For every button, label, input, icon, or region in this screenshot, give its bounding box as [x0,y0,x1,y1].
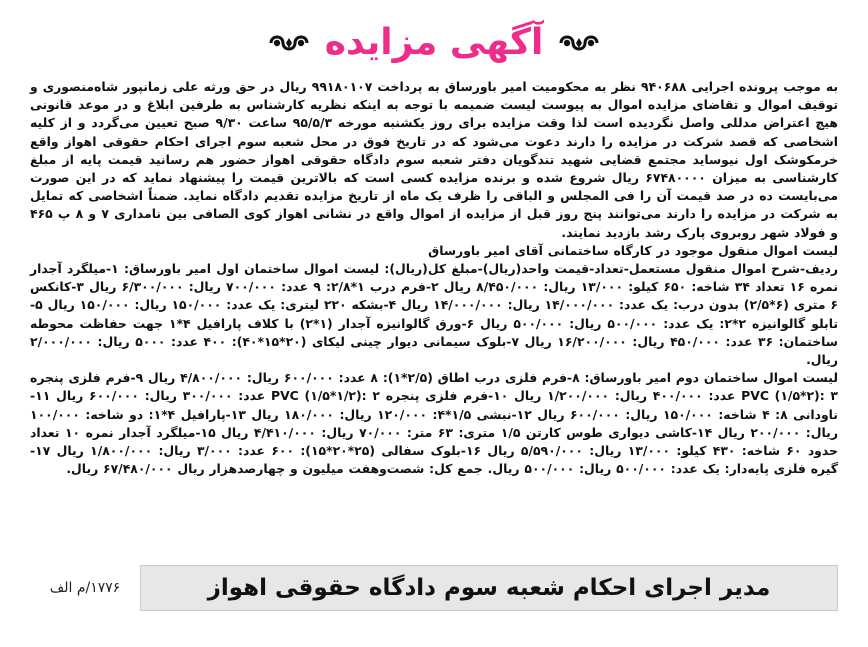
notice-paragraph-list-heading: لیست اموال منقول موجود در کارگاه ساختمانی آقای امیر باورساق [428,242,838,258]
signature-box [140,565,838,611]
notice-body [30,78,838,478]
notice-footer [30,565,838,611]
signature-text: مدیر اجرای احکام شعبه سوم دادگاه حقوقی اهواز [207,575,771,601]
notice-paragraph-building-one: ردیف-شرح اموال منقول مستعمل-تعداد-قیمت واحد(ریال)-مبلغ کل(ریال): لیست اموال ساختمان اول امیر باورساق: ۱-میلگرد آجدار نمره ۱۶ تعداد ۳۴ شاخه: ۶۵۰ کیلو: ۱۳/۰۰۰ ریال: ۸/۴۵۰/۰۰۰ ریال ۲-فرم درب ۱*۲/۸: ۹ عدد: ۷۰۰/۰۰۰ ریال: ۶/۳۰۰/۰۰۰ ریال ۳-کانکس ۶ متری (۶*۲/۵) بدون درب: یک عدد: ۱۴/۰۰۰/۰۰۰ ریال: ۱۴/۰۰۰/۰۰۰ ریال ۴-بشکه ۲۲۰ لیتری: یک عدد: ۱۵۰/۰۰۰ ریال: ۱۵۰/۰۰۰ ریال ۵-تابلو گالوانیزه ۲*۲: یک عدد: ۵۰۰/۰۰۰ ریال: ۵۰۰/۰۰۰ ریال ۶-ورق گالوانیزه آجدار (۱*۲) با کلاف پارافیل ۴*۱ جهت حفاظت محوطه ساختمان: ۳۶ عدد: ۴۵۰/۰۰۰ ریال: ۱۶/۲۰۰/۰۰۰ ریال ۷-بلوک سیمانی دیوار چینی لیکای (۲۰*۱۵*۴۰): ۴۰۰ عدد: ۵۰۰۰ ریال: ۲/۰۰۰/۰۰۰ ریال. [30,261,839,368]
notice-title: آگهی مزایده [324,22,544,63]
notice-paragraph-intro: به موجب پرونده اجرایی ۹۴۰۶۸۸ نظر به محکومیت امیر باورساق به پرداخت ۹۹۱۸۰۱۰۷ ریال در حق ورثه علی زمانپور شاه‌منصوری و توقیف اموال و تقاضای مزایده اموال به پیوست لیست ضمیمه با توجه به اینکه نظریه کارشناس به طرفین ابلاغ و در موعد قانونی هیچ اعتراض مدللی واصل نگردیده است لذا وقت مزایده برای روز یکشنبه مورخه ۹۵/۵/۳ ساعت ۹/۳۰ صبح تعیین می‌گردد و از کلیه اشخاصی که قصد شرکت در مزایده را دارند دعوت می‌شود که در تاریخ فوق در محل شعبه سوم اجرای احکام حقوقی اهواز واقع خرمکوشک اول نیوساید مجتمع قضایی شهید تندگویان دفتر شعبه سوم دادگاه حقوقی اهواز حضور هم رسانید قیمت پایه از مبلغ کارشناسی به میزان ۶۷۴۸۰۰۰۰ ریال شروع شده و برنده مزایده کسی است که بالاترین قیمت را پیشنهاد نماید که در این صورت می‌بایست ده در صد قیمت آن را فی المجلس و الباقی را ظرف یک ماه از تاریخ مزایده تقدیم دادگاه نماید. ضمناً اشخاصی که تمایل به شرکت در مزایده را دارند می‌توانند پنج روز قبل از مزایده از اموال واقع در نشانی اهواز کوی الصافی بین نامداری ۷ و ۸ پ ۴۶۵ و فولاد شهر روبروی پارک رشد بازدید نمایند. [30,79,839,240]
ornament-icon [267,30,311,56]
notice-header [30,8,838,78]
reference-code: ۱۷۷۶/م الف [49,580,121,596]
ornament-icon [557,30,601,56]
notice-paragraph-building-two: لیست اموال ساختمان دوم امیر باورساق: ۸-فرم فلزی درب اطاق (۲/۵*۱): ۸ عدد: ۶۰۰/۰۰۰ ریال: ۴/۸۰۰/۰۰۰ ریال ۹-فرم فلزی پنجره PVC (۱/۵*۲): ۳ عدد: ۴۰۰/۰۰۰ ریال: ۱/۲۰۰/۰۰۰ ریال ۱۰-فرم فلزی پنجره PVC (۱/۵*۱/۲): ۲ عدد: ۳۰۰/۰۰۰ ریال: ۶۰۰/۰۰۰ ریال ۱۱-ناودانی ۸: ۴ شاخه: ۱۵۰/۰۰۰ ریال: ۶۰۰/۰۰۰ ریال ۱۲-نبشی ۱/۵*۴: ۱۲۰/۰۰۰ ریال: ۱۸۰/۰۰۰ ریال ۱۳-پارافیل ۴*۱: دو شاخه: ۱۰۰/۰۰۰ ریال: ۲۰۰/۰۰۰ ریال ۱۴-کاشی دیواری طوس کارتن ۱/۵ متری: ۶۳ متر: ۷۰/۰۰۰ ریال: ۴/۴۱۰/۰۰۰ ریال ۱۵-میلگرد آجدار نمره ۱۰ تعداد حدود ۶۰ شاخه: ۴۳۰ کیلو: ۱۳/۰۰۰ ریال: ۵/۵۹۰/۰۰۰ ریال ۱۶-بلوک سفالی (۲۵*۲۰*۱۵): ۶۰۰ عدد: ۳/۰۰۰ ریال: ۱/۸۰۰/۰۰۰ ریال ۱۷-گیره فلزی پایه‌دار: یک عدد: ۵۰۰/۰۰۰ ریال: ۵۰۰/۰۰۰ ریال. جمع کل: شصت‌وهفت میلیون و چهارصدهزار ریال ۶۷/۴۸۰/۰۰۰ ریال. [30,370,838,477]
